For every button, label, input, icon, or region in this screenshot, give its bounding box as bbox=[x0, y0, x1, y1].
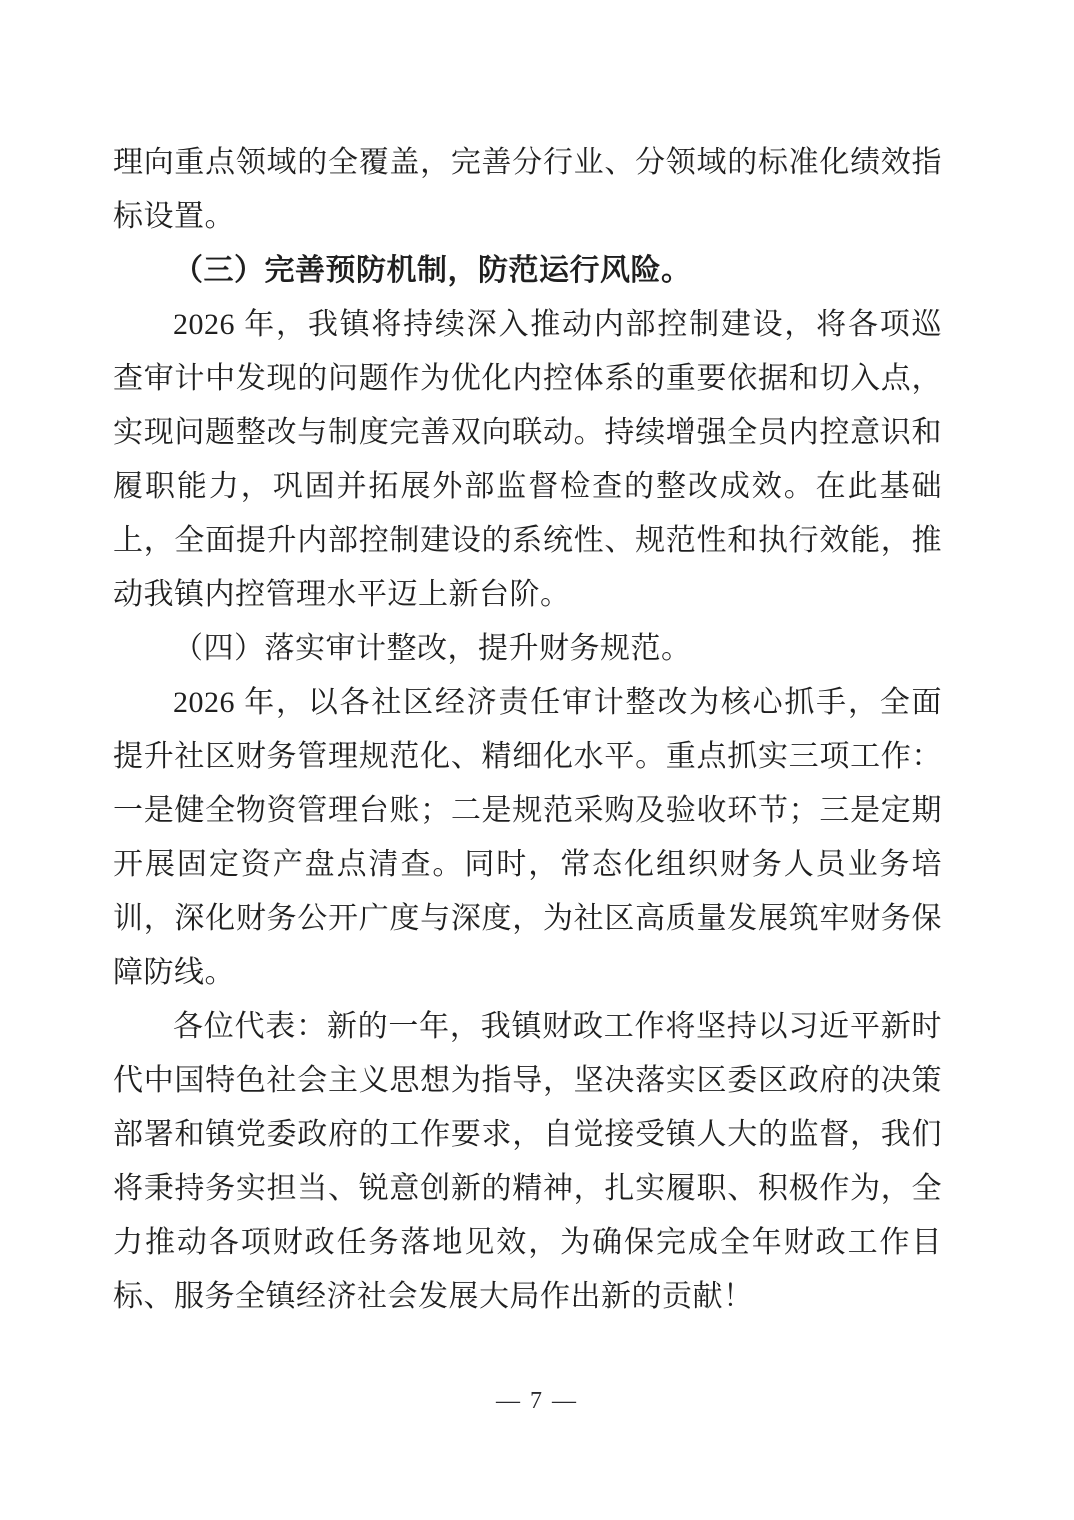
paragraph-audit-rectification: 2026 年，以各社区经济责任审计整改为核心抓手，全面提升社区财务管理规范化、精细化水平。重点抓实三项工作：一是健全物资管理台账；二是规范采购及验收环节；三是定期开展固定资产盘点清查。同时，常态化组织财务人员业务培训，深化财务公开广度与深度，为社区高质量发展筑牢财务保障防线。 bbox=[113, 686, 942, 989]
paragraph-closing: 各位代表：新的一年，我镇财政工作将坚持以习近平新时代中国特色社会主义思想为指导，坚决落实区委区政府的决策部署和镇党委政府的工作要求，自觉接受镇人大的监督，我们将秉持务实担当、锐意创新的精神，扎实履职、积极作为，全力推动各项财政任务落地见效，为确保完成全年财政工作目标、服务全镇经济社会发展大局作出新的贡献！ bbox=[113, 1010, 942, 1313]
paragraph-internal-control: 2026 年，我镇将持续深入推动内部控制建设，将各项巡查审计中发现的问题作为优化内控体系的重要依据和切入点，实现问题整改与制度完善双向联动。持续增强全员内控意识和履职能力，巩固并拓展外部监督检查的整改成效。在此基础上，全面提升内部控制建设的系统性、规范性和执行效能，推动我镇内控管理水平迈上新台阶。 bbox=[113, 308, 942, 611]
section-heading-3: （三）完善预防机制，防范运行风险。 bbox=[173, 254, 692, 287]
section-heading-4: （四）落实审计整改，提升财务规范。 bbox=[173, 632, 692, 665]
page-footer bbox=[0, 1388, 1074, 1415]
document-body bbox=[113, 136, 942, 1324]
page-number: — 7 — bbox=[496, 1388, 578, 1414]
paragraph-continuation: 理向重点领域的全覆盖，完善分行业、分领域的标准化绩效指标设置。 bbox=[113, 146, 942, 233]
